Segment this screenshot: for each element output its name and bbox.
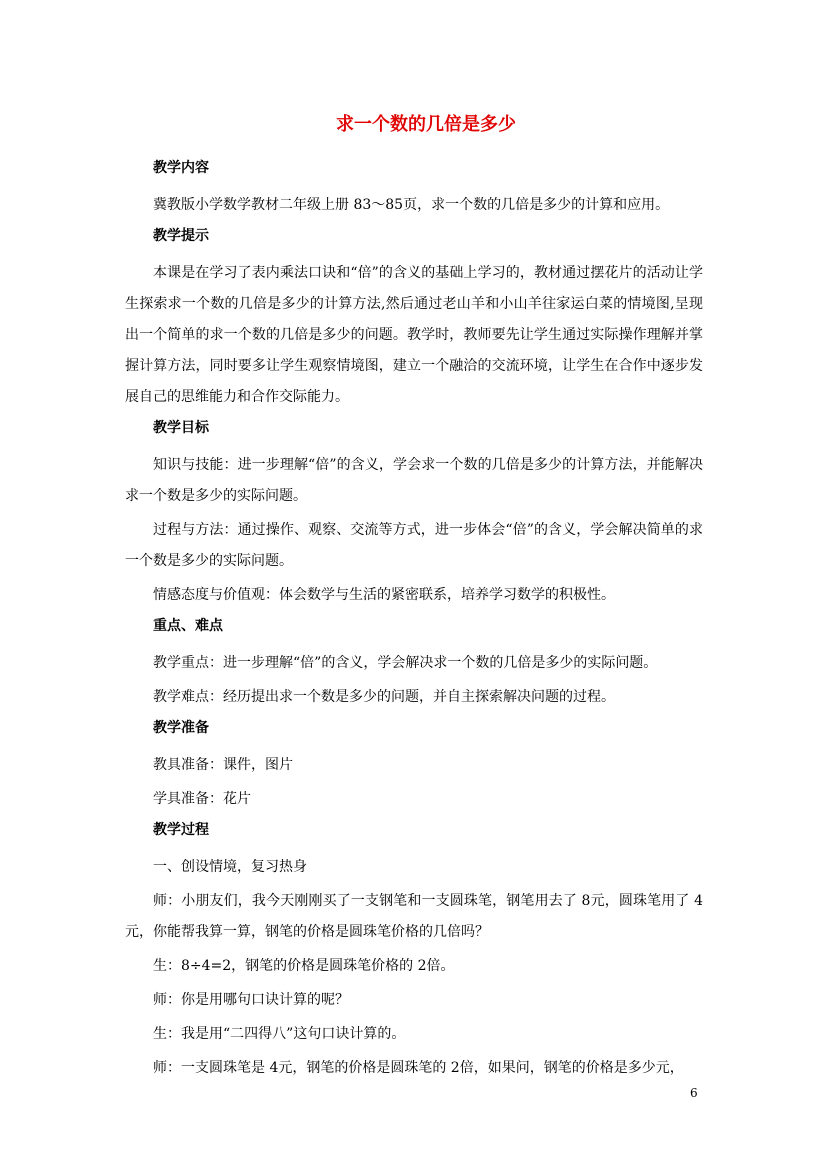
section-heading-hint: 教学提示 bbox=[153, 228, 209, 244]
section-heading-content: 教学内容 bbox=[153, 160, 209, 176]
student-prep-paragraph: 学具准备：花片 bbox=[153, 791, 251, 807]
section-heading-goals: 教学目标 bbox=[153, 420, 209, 436]
goal-process-paragraph: 过程与方法：通过操作、观察、交流等方式，进一步体会“倍”的含义，学会解决简单的求一个数是多少的实际问题。 bbox=[125, 522, 703, 569]
page-number: 6 bbox=[690, 1086, 698, 1100]
section-heading-key-points: 重点、难点 bbox=[153, 618, 223, 634]
document-content bbox=[125, 112, 703, 1087]
dialog-paragraph-3: 师：你是用哪句口诀计算的呢？ bbox=[153, 992, 349, 1008]
difficult-point-paragraph: 教学难点：经历提出求一个数是多少的问题，并自主探索解决问题的过程。 bbox=[153, 689, 615, 705]
section-heading-process: 教学过程 bbox=[153, 822, 209, 838]
goal-attitude-paragraph: 情感态度与价值观：体会数学与生活的紧密联系，培养学习数学的积极性。 bbox=[153, 587, 615, 603]
hint-paragraph: 本课是在学习了表内乘法口诀和“倍”的含义的基础上学习的，教材通过摆花片的活动让学生探索求一个数的几倍是多少的计算方法,然后通过老山羊和小山羊往家运白菜的情境图,呈现出一个简单的求一个数的几倍是多少的问题。教学时，教师要先让学生通过实际操作理解并掌握计算方法，同时要多让学生观察情境图，建立一个融洽的交流环境，让学生在合作中逐步发展自己的思维能力和合作交际能力。 bbox=[125, 265, 703, 405]
key-point-paragraph: 教学重点：进一步理解“倍”的含义，学会解决求一个数的几倍是多少的实际问题。 bbox=[153, 655, 658, 671]
dialog-paragraph-2: 生：8÷4=2，钢笔的价格是圆珠笔价格的 2倍。 bbox=[153, 958, 455, 974]
dialog-paragraph-4: 生：我是用“二四得八”这句口诀计算的。 bbox=[153, 1026, 406, 1042]
dialog-paragraph-1: 师：小朋友们，我今天刚刚买了一支钢笔和一支圆珠笔，钢笔用去了 8元，圆珠笔用了 4元，你能帮我算一算，钢笔的价格是圆珠笔价格的几倍吗？ bbox=[125, 893, 703, 940]
dialog-paragraph-5: 师：一支圆珠笔是 4元，钢笔的价格是圆珠笔的 2倍，如果问，钢笔的价格是多少元， bbox=[153, 1060, 684, 1076]
content-paragraph: 冀教版小学数学教材二年级上册 83～85页，求一个数的几倍是多少的计算和应用。 bbox=[153, 197, 670, 213]
teacher-prep-paragraph: 教具准备：课件，图片 bbox=[153, 757, 293, 773]
goal-knowledge-paragraph: 知识与技能：进一步理解“倍”的含义，学会求一个数的几倍是多少的计算方法，并能解决求一个数是多少的实际问题。 bbox=[125, 457, 703, 504]
page-title: 求一个数的几倍是多少 bbox=[336, 114, 516, 135]
process-step-paragraph: 一、创设情境，复习热身 bbox=[153, 859, 307, 875]
section-heading-preparation: 教学准备 bbox=[153, 720, 209, 736]
